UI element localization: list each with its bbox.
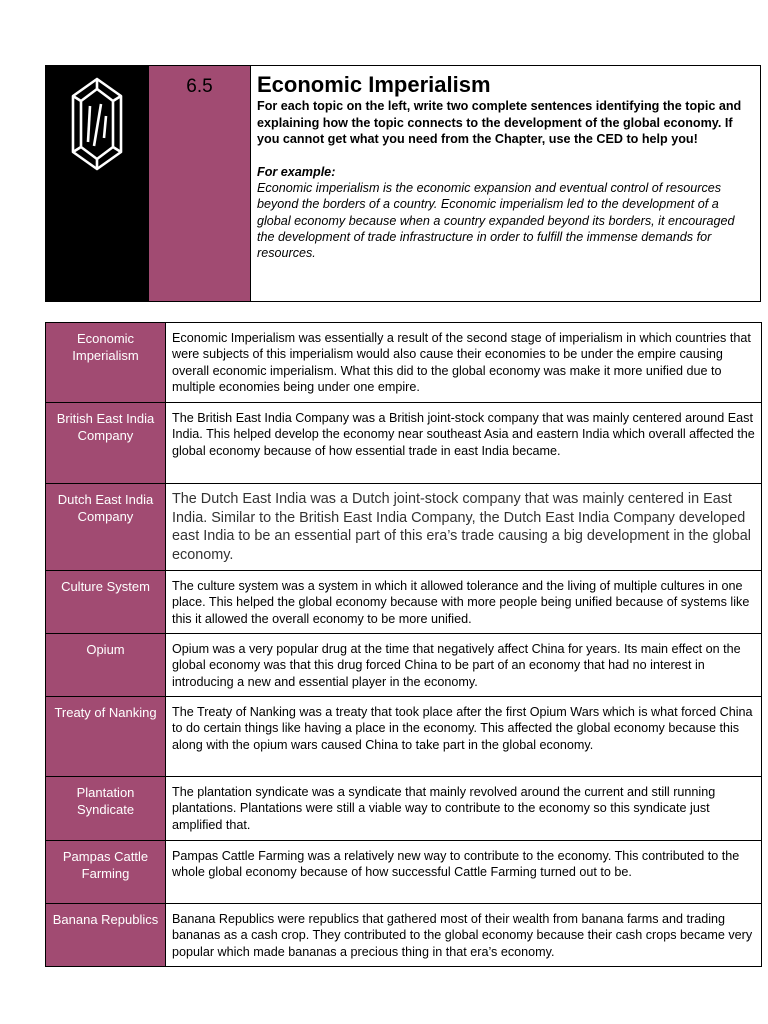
worksheet-header <box>45 65 761 302</box>
term-cell: British East India Company <box>46 403 166 484</box>
term-cell: Treaty of Nanking <box>46 697 166 777</box>
example-text: Economic imperialism is the economic expansion and eventual control of resources beyond the borders of a country. Economic imperialism led to the development of a global economy because when a country expanded beyond its borders, it encouraged the development of trade infrastructure in order to fulfill the immense demands for resources. <box>257 181 735 261</box>
table-row <box>46 841 762 904</box>
term-cell: Economic Imperialism <box>46 323 166 403</box>
table-row <box>46 904 762 967</box>
table-row <box>46 323 762 403</box>
table-row <box>46 634 762 697</box>
section-number-panel <box>149 66 251 301</box>
terms-table <box>45 322 762 967</box>
term-cell: Culture System <box>46 571 166 634</box>
definition-cell[interactable]: The Treaty of Nanking was a treaty that took place after the first Opium Wars which is what forced China to do certain things like having a place in the economy. This affected the global economy because this along with the opium wars caused China to take part in the global economy. <box>166 697 762 777</box>
definition-cell[interactable]: The culture system was a system in which it allowed tolerance and the living of multiple cultures in one place. This helped the global economy because with more people being unified because of systems like this it allowed the overall economy to be more unified. <box>166 571 762 634</box>
definition-cell[interactable]: Banana Republics were republics that gathered most of their wealth from banana farms and trading bananas as a cash crop. They contributed to the global economy because their cash crops became very popular which made bananas a precious thing in that era’s economy. <box>166 904 762 967</box>
table-row <box>46 697 762 777</box>
definition-cell[interactable]: The Dutch East India was a Dutch joint-stock company that was mainly centered in East India. Similar to the British East India Company, the Dutch East India Company developed east India to be an essential part of this era’s trade causing a big development in the global economy. <box>166 484 762 571</box>
definition-cell[interactable]: Pampas Cattle Farming was a relatively new way to contribute to the economy. This contributed to the whole global economy because of how successful Cattle Farming turned out to be. <box>166 841 762 904</box>
header-text <box>251 66 760 301</box>
gem-icon <box>68 76 126 172</box>
term-cell: Banana Republics <box>46 904 166 967</box>
term-cell: Plantation Syndicate <box>46 777 166 841</box>
term-cell: Dutch East India Company <box>46 484 166 571</box>
example-label: For example: <box>257 164 336 179</box>
table-row <box>46 571 762 634</box>
table-row <box>46 777 762 841</box>
definition-cell[interactable]: The British East India Company was a British joint-stock company that was mainly centered around East India. This helped develop the economy near southeast Asia and eastern India which overall affected the global economy because of how essential trade in east India became. <box>166 403 762 484</box>
term-cell: Opium <box>46 634 166 697</box>
table-row <box>46 484 762 571</box>
table-row <box>46 403 762 484</box>
definition-cell[interactable]: The plantation syndicate was a syndicate that mainly revolved around the current and still running plantations. Plantations were still a viable way to contribute to the economy so this syndicate just amplified that. <box>166 777 762 841</box>
section-number: 6.5 <box>186 76 213 97</box>
term-cell: Pampas Cattle Farming <box>46 841 166 904</box>
instructions: For each topic on the left, write two complete sentences identifying the topic and explaining how the topic connects to the development of the global economy. If you cannot get what you need from the Chapter, use the CED to help you! <box>257 99 742 146</box>
definition-cell[interactable]: Opium was a very popular drug at the time that negatively affect China for years. Its main effect on the global economy was that this drug forced China to be part of an economy that had no interest in introducing a new and essential player in the economy. <box>166 634 762 697</box>
page-title: Economic Imperialism <box>257 72 491 97</box>
definition-cell[interactable]: Economic Imperialism was essentially a result of the second stage of imperialism in which countries that were subjects of this imperialism would also cause their economies to be under the empire causing overall economic imperialism. What this did to the global economy was make it more unified due to multiple economies being under one empire. <box>166 323 762 403</box>
logo-panel <box>46 66 149 301</box>
